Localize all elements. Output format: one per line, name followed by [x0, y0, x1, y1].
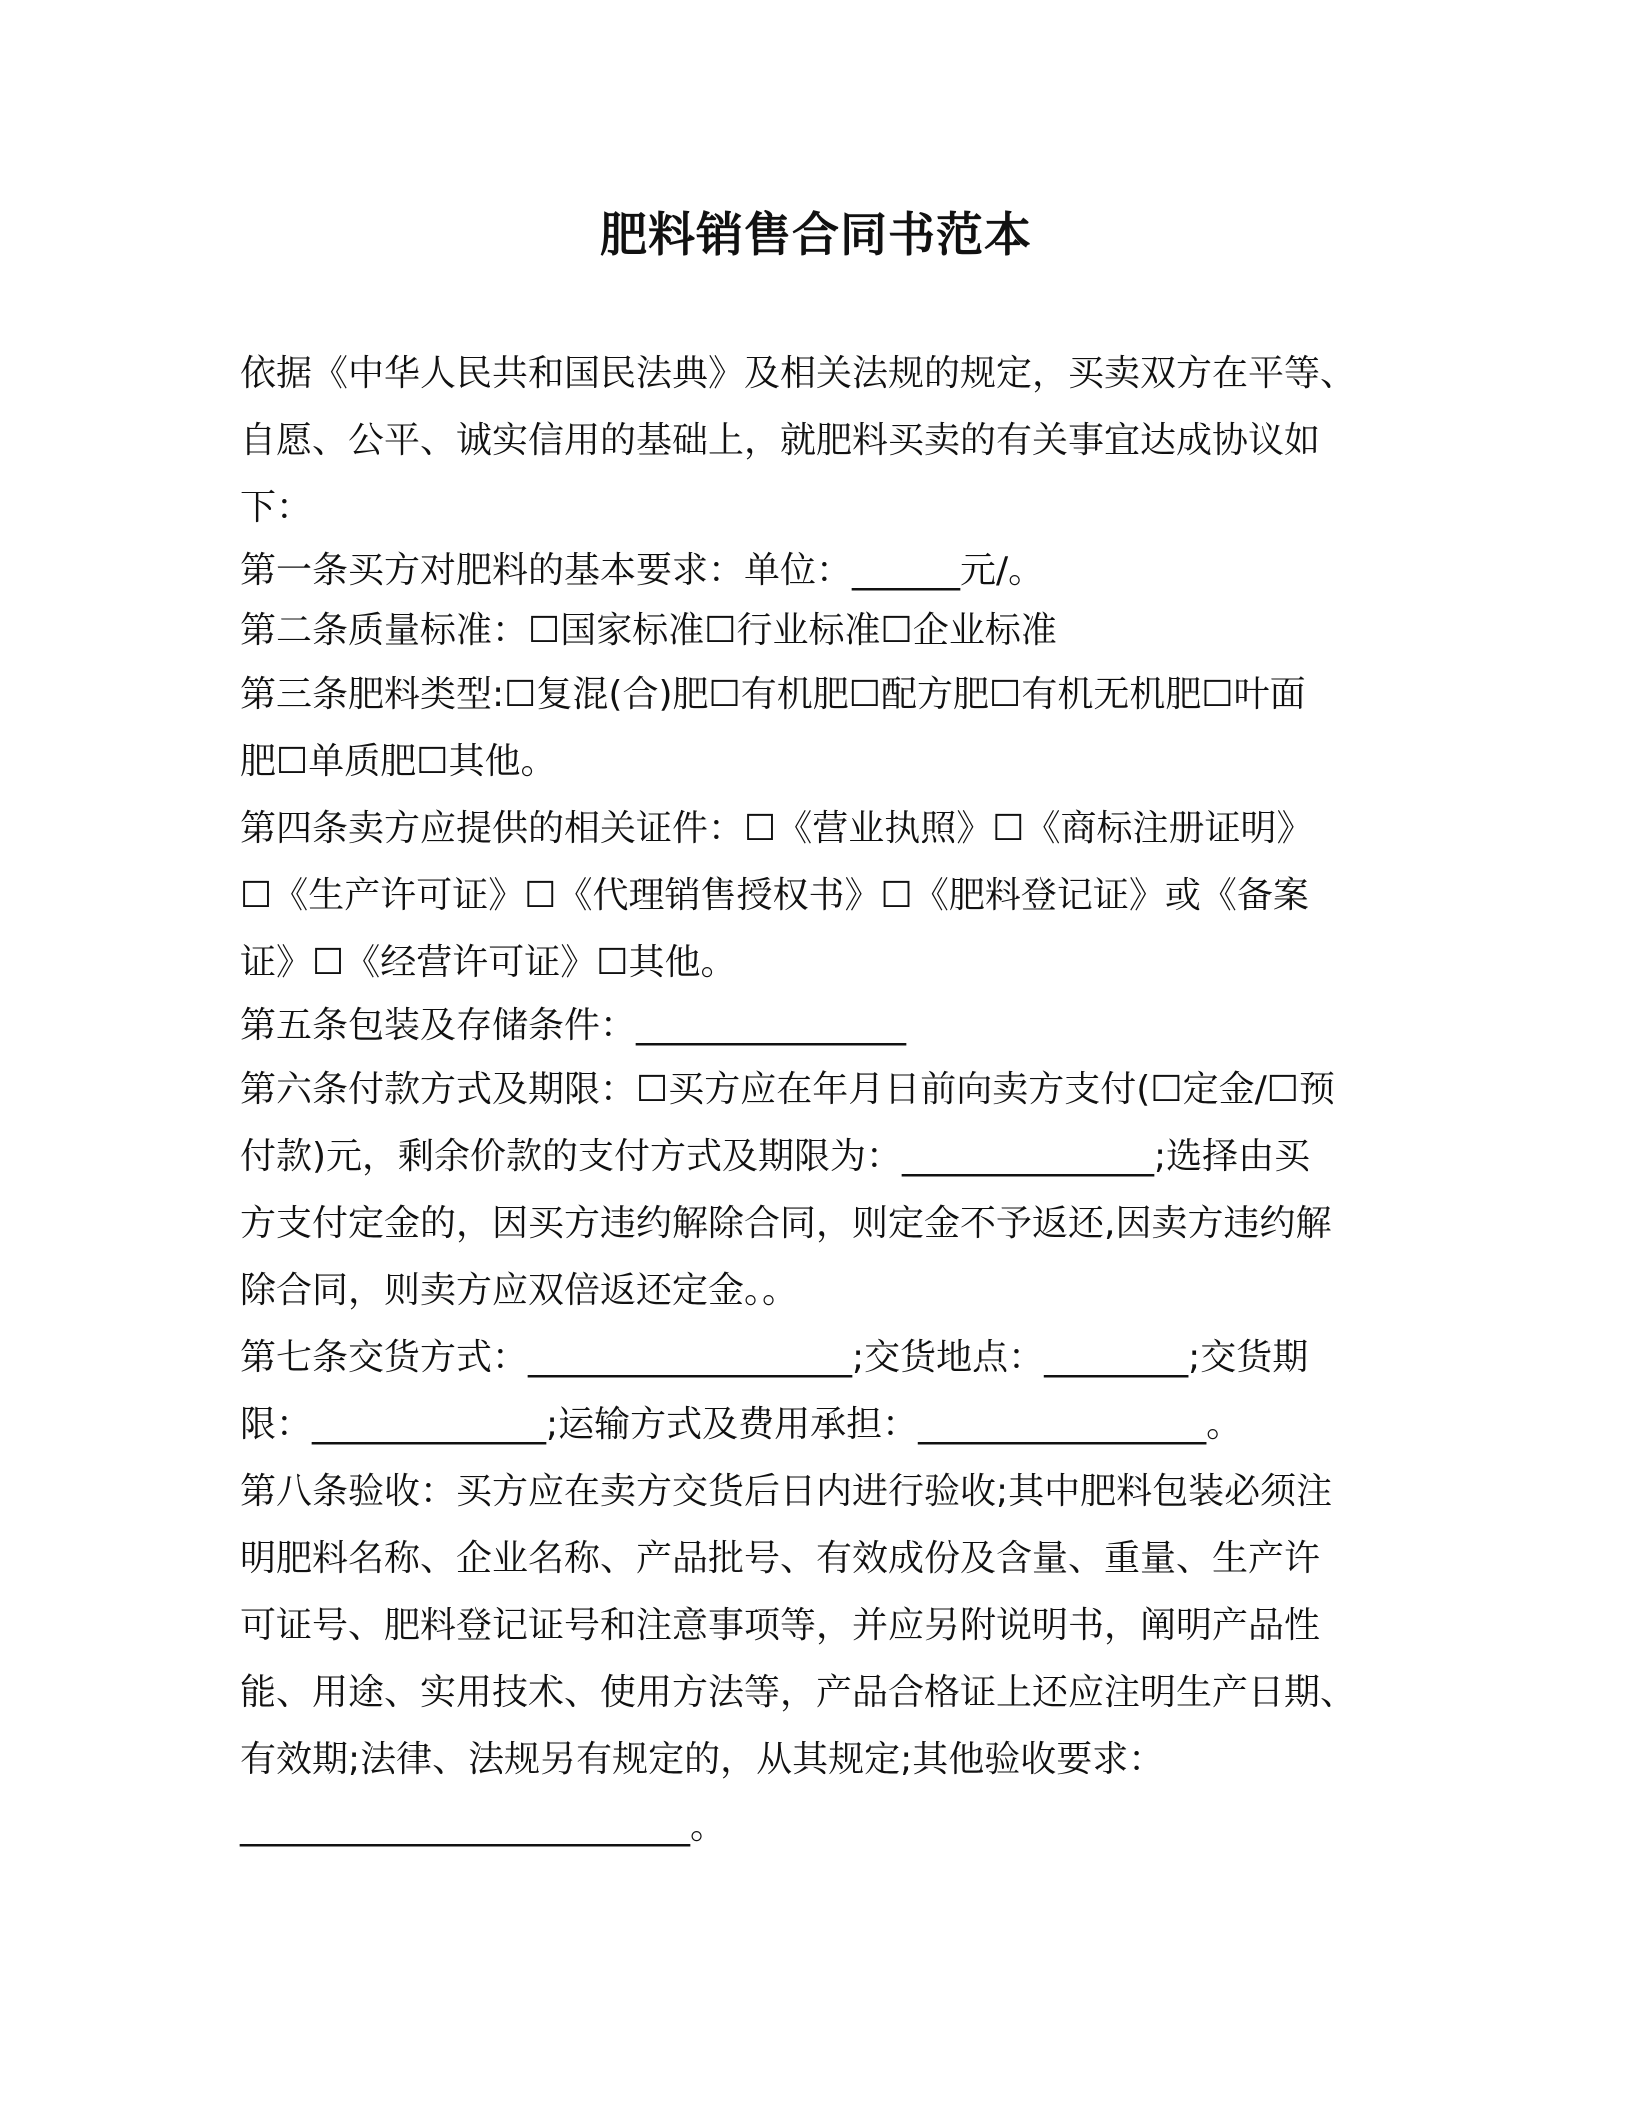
text-line: 第七条交货方式：__________________;交货地点：________;交货期 — [240, 1337, 1309, 1378]
text-line: 除合同，则卖方应双倍返还定金。。 — [240, 1270, 799, 1311]
text-line: 付款)元，剩余价款的支付方式及期限为：______________;选择由买 — [240, 1136, 1311, 1177]
text-line: 可证号、肥料登记证号和注意事项等，并应另附说明书，阐明产品性 — [240, 1605, 1321, 1646]
text-line: 能、用途、实用技术、使用方法等，产品合格证上还应注明生产日期、 — [240, 1672, 1357, 1713]
text-line: 第三条肥料类型:☐复混(合)肥☐有机肥☐配方肥☐有机无机肥☐叶面 — [240, 674, 1306, 715]
document-title: 肥料销售合同书范本 — [600, 208, 1032, 263]
text-line: _________________________。 — [240, 1806, 726, 1847]
paragraph-article-7 — [240, 1324, 1380, 1458]
text-line: 肥☐单质肥☐其他。 — [240, 741, 557, 782]
text-line: 证》☐《经营许可证》☐其他。 — [240, 942, 737, 983]
text-line: 第五条包装及存储条件：_______________ — [240, 1005, 907, 1046]
paragraph-article-8 — [240, 1458, 1380, 1860]
text-line: ☐《生产许可证》☐《代理销售授权书》☐《肥料登记证》或《备案 — [240, 875, 1309, 916]
paragraph-article-1 — [240, 541, 1380, 601]
text-line: 第一条买方对肥料的基本要求：单位：______元/。 — [240, 550, 1045, 591]
paragraph-preamble — [240, 340, 1380, 541]
text-line: 第八条验收：买方应在卖方交货后日内进行验收;其中肥料包装必须注 — [240, 1471, 1333, 1512]
text-line: 限：_____________;运输方式及费用承担：________________。 — [240, 1404, 1243, 1445]
text-line: 下： — [240, 487, 313, 528]
paragraph-article-6 — [240, 1056, 1380, 1324]
paragraph-article-2 — [240, 601, 1380, 661]
text-line: 依据《中华人民共和国民法典》及相关法规的规定，买卖双方在平等、 — [240, 353, 1357, 394]
text-line: 第四条卖方应提供的相关证件：☐《营业执照》☐《商标注册证明》 — [240, 808, 1313, 849]
text-line: 自愿、公平、诚实信用的基础上，就肥料买卖的有关事宜达成协议如 — [240, 420, 1321, 461]
text-line: 第二条质量标准：☐国家标准☐行业标准☐企业标准 — [240, 610, 1057, 651]
text-line: 第六条付款方式及期限：☐买方应在年月日前向卖方支付(☐定金/☐预 — [240, 1069, 1335, 1110]
text-line: 明肥料名称、企业名称、产品批号、有效成份及含量、重量、生产许 — [240, 1538, 1321, 1579]
text-line: 有效期;法律、法规另有规定的，从其规定;其他验收要求： — [240, 1739, 1165, 1780]
paragraph-article-3 — [240, 661, 1380, 795]
document-body — [240, 340, 1380, 1860]
paragraph-article-4 — [240, 795, 1380, 996]
paragraph-article-5 — [240, 996, 1380, 1056]
text-line: 方支付定金的，因买方违约解除合同，则定金不予返还,因卖方违约解 — [240, 1203, 1332, 1244]
